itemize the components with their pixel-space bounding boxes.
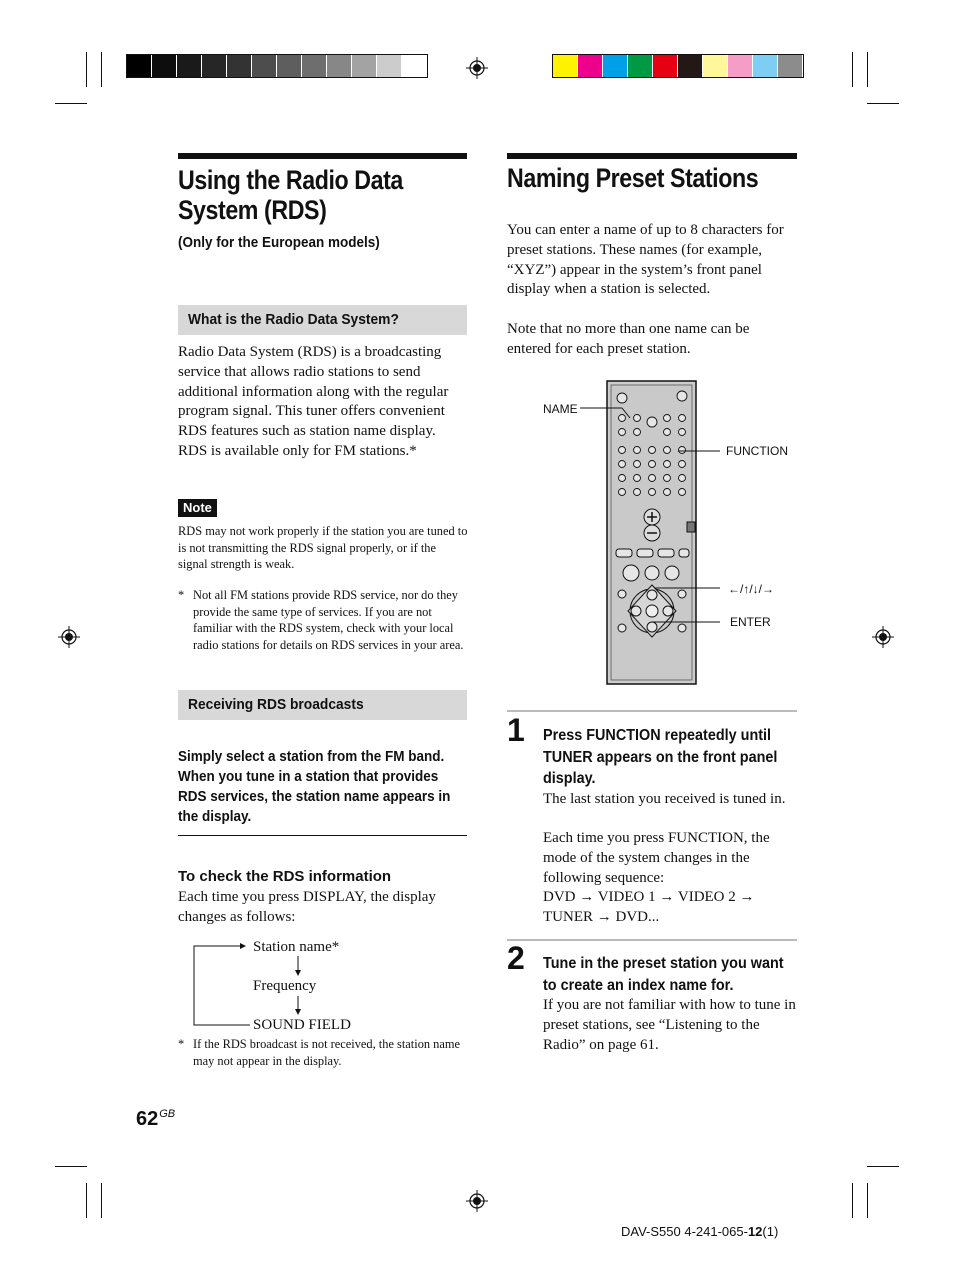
color-swatch: [653, 55, 678, 77]
color-swatch: [778, 55, 803, 77]
color-swatch: [578, 55, 603, 77]
step-heading: Press FUNCTION repeatedly until TUNER appears on the front panel display.: [543, 727, 778, 787]
crop-mark: [101, 52, 102, 87]
crop-mark: [867, 1166, 899, 1167]
footnote-mark: *: [178, 588, 185, 602]
enter-button-label: ENTER: [730, 615, 771, 629]
page-number: $62^{GB}$: [136, 1108, 176, 1130]
crop-mark: [86, 1183, 87, 1218]
page-title: Using the Radio Data System (RDS): [178, 165, 403, 225]
cycle-item: Station name*: [253, 939, 340, 955]
title-rule: [507, 153, 797, 159]
color-calibration-bar: [552, 54, 804, 78]
color-swatch: [703, 55, 728, 77]
divider: [178, 835, 467, 836]
footnote-text: If the RDS broadcast is not received, the station name may not appear in the display.: [193, 1037, 461, 1068]
color-swatch: [678, 55, 703, 77]
cycle-item: Frequency: [253, 978, 317, 994]
grayscale-calibration-bar: [126, 54, 428, 78]
color-swatch: [127, 55, 152, 77]
function-button-label: FUNCTION: [726, 444, 788, 458]
color-swatch: [277, 55, 302, 77]
crop-mark: [101, 1183, 102, 1218]
step-text: If you are not familiar with how to tune in preset stations, see “Listening to the Radio” on page 61.: [543, 997, 796, 1053]
color-swatch: [753, 55, 778, 77]
color-swatch: [202, 55, 227, 77]
section-heading: Receiving RDS broadcasts: [178, 690, 467, 720]
crop-mark: [55, 103, 87, 104]
section-heading: What is the Radio Data System?: [178, 305, 467, 335]
step-number: 2: [507, 940, 525, 976]
registration-mark-icon: [466, 1190, 488, 1212]
subheading-body: Each time you press DISPLAY, the display changes as follows:: [178, 889, 436, 925]
step-text: Each time you press FUNCTION, the mode of the system changes in the following sequence:: [543, 830, 770, 886]
color-swatch: [227, 55, 252, 77]
crop-mark: [852, 1183, 853, 1218]
color-swatch: [728, 55, 753, 77]
color-swatch: [302, 55, 327, 77]
color-swatch: [252, 55, 277, 77]
crop-mark: [852, 52, 853, 87]
color-swatch: [327, 55, 352, 77]
crop-mark: [867, 1183, 868, 1218]
title-rule: [178, 153, 467, 159]
crop-mark: [55, 1166, 87, 1167]
step-divider: [507, 710, 797, 712]
color-swatch: [152, 55, 177, 77]
note-text: RDS may not work properly if the station you are tuned to is not transmitting the RDS signal properly, or if the signal strength is weak.: [178, 524, 468, 571]
model-code: DAV-S550 4-241-065-12(1): [621, 1224, 779, 1239]
instruction-text: Simply select a station from the FM band. When you tune in a station that provides RDS services, the station name appears in the display.: [178, 748, 451, 825]
note-label: Note: [178, 499, 217, 517]
color-swatch: [377, 55, 402, 77]
page-subtitle: (Only for the European models): [178, 234, 380, 251]
color-swatch: [628, 55, 653, 77]
color-swatch: [177, 55, 202, 77]
color-swatch: [352, 55, 377, 77]
name-button-label: NAME: [543, 402, 578, 416]
crop-mark: [86, 52, 87, 87]
step-text: The last station you received is tuned in.: [543, 791, 786, 807]
step-divider: [507, 939, 797, 941]
registration-mark-icon: [872, 626, 894, 648]
color-swatch: [603, 55, 628, 77]
arrow-buttons-label: ←/↑/↓/→: [728, 582, 775, 596]
step-number: 1: [507, 712, 525, 748]
function-sequence: TUNER → DVD...: [543, 909, 660, 925]
intro-text: Note that no more than one name can be entered for each preset station.: [507, 321, 750, 357]
section-body: Radio Data System (RDS) is a broadcasting service that allows radio stations to send additional information along with the regular program signal. This tuner offers convenient RDS features such as station name display. RDS is available only for FM stations.*: [178, 344, 449, 459]
cycle-item: SOUND FIELD: [253, 1017, 351, 1033]
registration-mark-icon: [466, 57, 488, 79]
footnote-text: Not all FM stations provide RDS service, nor do they provide the same type of services. If you are not familiar with the RDS system, check with your local radio stations for details on RDS services in your area.: [193, 588, 464, 652]
step-heading: Tune in the preset station you want to create an index name for.: [543, 955, 784, 994]
footnote-mark: *: [178, 1037, 185, 1051]
intro-text: You can enter a name of up to 8 characters for preset stations. These names (for example, “XYZ”) appear in the system’s front panel display when a station is selected.: [507, 222, 784, 298]
registration-mark-icon: [58, 626, 80, 648]
crop-mark: [867, 52, 868, 87]
function-sequence: DVD → VIDEO 1 → VIDEO 2 →: [543, 889, 755, 905]
page-title: Naming Preset Stations: [507, 163, 759, 193]
crop-mark: [867, 103, 899, 104]
color-swatch: [553, 55, 578, 77]
remote-callout-lines: [580, 400, 730, 630]
subheading: To check the RDS information: [178, 868, 392, 885]
color-swatch: [402, 55, 427, 77]
